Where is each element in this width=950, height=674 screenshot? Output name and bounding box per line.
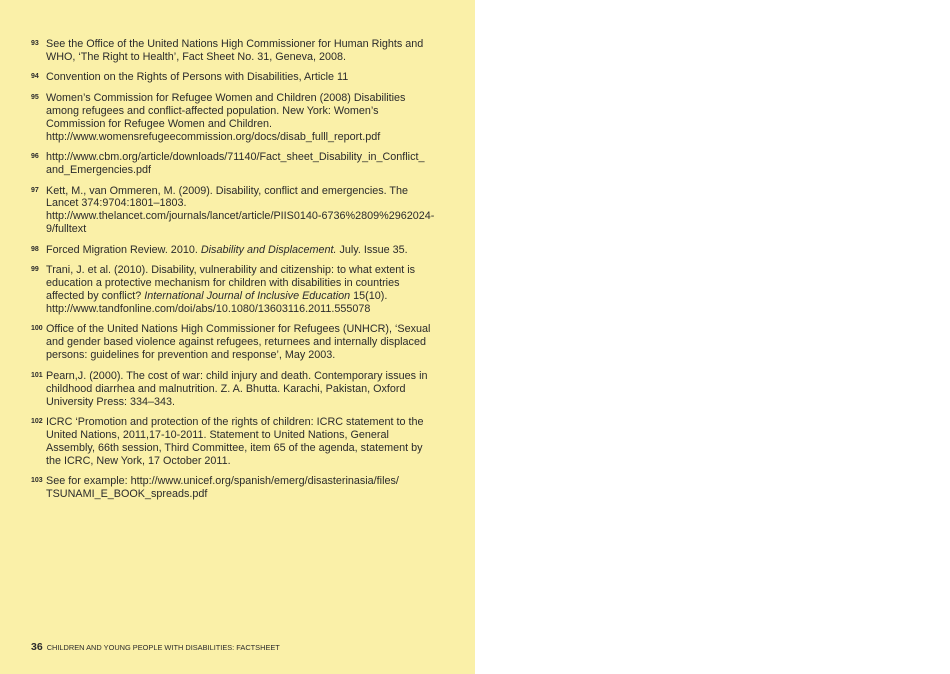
footnote-text-end: 15(10).	[350, 290, 388, 303]
footnote-url-continued[interactable]: TSUNAMI_E_BOOK_spreads.pdf	[46, 488, 208, 501]
footnote-number: 95	[31, 93, 39, 101]
footnote-url[interactable]: http://www.womensrefugeecommission.org/docs/disab_fulll_report.pdf	[46, 130, 381, 143]
footnote-number: 94	[31, 73, 39, 81]
footnote-98	[31, 244, 436, 257]
footnote-text: ICRC ‘Promotion and protection of the rights of children: ICRC statement to the United Nations, 2011,17-10-2011. Statement to United Nations, General Assembly, 66th session, Third Committee, item 65 of the agenda, statement by the ICRC, New York, 17 October 2011.	[46, 416, 424, 467]
footnote-title-italic: Disability and Displacement.	[200, 243, 337, 256]
footnote-text: Women’s Commission for Refugee Women and Children (2008) Disabilities among refugees and conflict-affected population. New York: Women’s Commission for Refugee Women and Children.	[46, 91, 406, 130]
footnote-url[interactable]: http://www.cbm.org/article/downloads/71140/Fact_sheet_Disability_in_Conflict_	[46, 151, 425, 164]
footnote-number: 101	[31, 371, 43, 379]
footnote-95	[31, 92, 436, 144]
footnote-96	[31, 151, 436, 177]
footnote-number: 93	[31, 40, 39, 47]
footnote-number: 103	[31, 477, 43, 485]
footnote-text	[46, 244, 436, 257]
footnote-number: 102	[31, 418, 43, 426]
footnote-text-start: Trani, J. et al. (2010). Disability, vulnerability and citizenship: to what extent is education a protective mechanism for children with disabilities in countries affected by conflict?	[46, 264, 416, 303]
footnote-list	[31, 38, 436, 509]
footnote-93	[31, 38, 436, 64]
footnote-text: Pearn,J. (2000). The cost of war: child injury and death. Contemporary issues in childhood diarrhea and malnutrition. Z. A. Bhutta. Karachi, Pakistan, Oxford University Press: 334–343.	[46, 369, 428, 408]
page-footer	[31, 641, 280, 653]
footnote-103	[31, 475, 436, 501]
footnote-url[interactable]: http://www.tandfonline.com/doi/abs/10.1080/13603116.2011.555078	[46, 302, 371, 315]
footnote-text-start: Forced Migration Review. 2010.	[46, 243, 201, 256]
footnote-text	[46, 264, 436, 303]
footnote-text: See for example: http://www.unicef.org/spanish/emerg/disasterinasia/files/	[46, 475, 399, 488]
footnote-text: See the Office of the United Nations High Commissioner for Human Rights and WHO, ‘The Right to Health’, Fact Sheet No. 31, Geneva, 2008.	[46, 38, 424, 63]
footnote-97	[31, 185, 436, 237]
footnote-number: 98	[31, 245, 39, 253]
footnote-journal-italic: International Journal of Inclusive Education	[144, 290, 351, 303]
footnote-text: Office of the United Nations High Commissioner for Refugees (UNHCR), ‘Sexual and gender based violence against refugees, returnees and internally displaced persons: guidelines for prevention and response’, May 2003.	[46, 323, 431, 362]
footnote-94	[31, 71, 436, 84]
footnote-101	[31, 370, 436, 409]
footnote-99	[31, 264, 436, 316]
page-number: 36	[31, 641, 43, 653]
footnote-number: 96	[31, 153, 39, 161]
footer-title: CHILDREN AND YOUNG PEOPLE WITH DISABILITIES: FACTSHEET	[46, 643, 280, 652]
footnote-text: Kett, M., van Ommeren, M. (2009). Disability, conflict and emergencies. The Lancet 374:9704:1801–1803. http://www.thelancet.com/journals/lancet/article/PIIS0140-6736%2809%2962024-9/fulltext	[46, 184, 435, 236]
footnote-102	[31, 416, 436, 468]
footnote-text: Convention on the Rights of Persons with Disabilities, Article 11	[46, 71, 349, 84]
footnote-number: 100	[31, 325, 43, 333]
footnote-url-continued[interactable]: and_Emergencies.pdf	[46, 164, 152, 177]
footnote-text-end: July. Issue 35.	[336, 243, 408, 256]
footnote-100	[31, 323, 436, 362]
footnote-number: 99	[31, 266, 39, 274]
footnote-number: 97	[31, 186, 39, 194]
